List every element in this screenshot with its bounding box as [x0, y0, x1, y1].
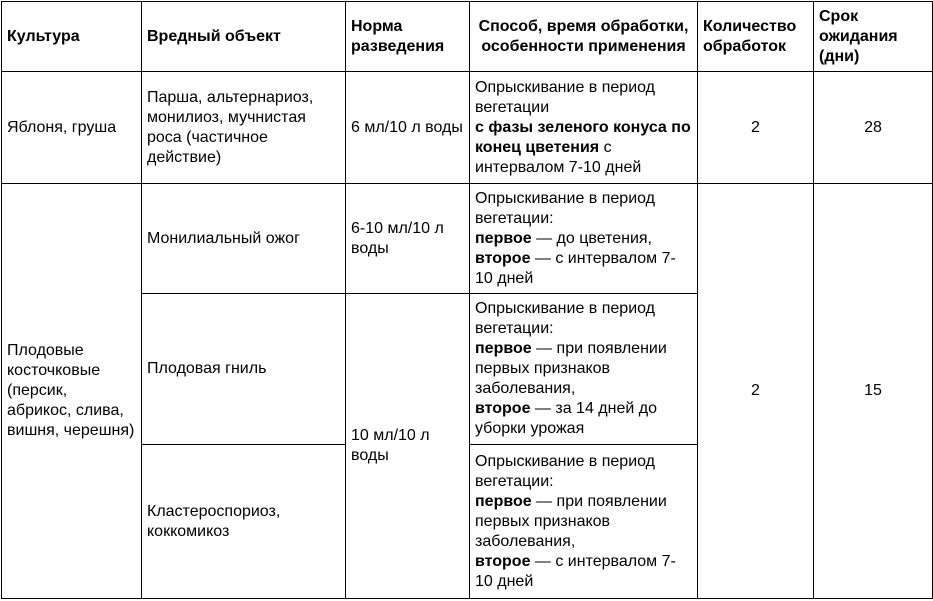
- first-text: — при появлении первых признаков заболевания,: [475, 492, 667, 550]
- method-text: Опрыскивание в период вегетации:: [475, 189, 656, 227]
- crop-cell: Плодовые косточковые (персик, абрикос, слива, вишня, черешня): [2, 184, 142, 599]
- count-cell: 2: [698, 184, 814, 599]
- second-text: — с интервалом 7-10 дней: [475, 249, 676, 287]
- header-wait: Срок ожидания (дни): [814, 2, 933, 72]
- wait-cell: 15: [814, 184, 933, 599]
- header-pest: Вредный объект: [142, 2, 346, 72]
- method-cell: [470, 72, 698, 184]
- method-cell: [470, 445, 698, 599]
- method-text: Опрыскивание в период вегетации: [475, 78, 656, 116]
- table-row: [2, 184, 933, 294]
- treatment-table: [1, 1, 933, 599]
- method-cell: [470, 294, 698, 445]
- header-count: Количество обработок: [698, 2, 814, 72]
- second-label: второе: [475, 552, 531, 570]
- header-method: Способ, время обработки, особенности применения: [470, 2, 698, 72]
- second-label: второе: [475, 400, 531, 417]
- header-rate: Норма разведения: [346, 2, 470, 72]
- second-label: второе: [475, 249, 531, 267]
- rate-cell: 6-10 мл/10 л воды: [346, 184, 470, 294]
- pest-cell: Плодовая гниль: [142, 294, 346, 445]
- method-text: с интервалом 7-10 дней: [475, 138, 642, 176]
- first-text: — при появлении первых признаков заболевания,: [475, 340, 667, 397]
- header-row: [2, 2, 933, 72]
- first-text: — до цветения,: [531, 229, 652, 247]
- first-label: первое: [475, 229, 532, 247]
- method-text: Опрыскивание в период вегетации:: [475, 452, 656, 490]
- second-text: — за 14 дней до уборки урожая: [475, 400, 657, 437]
- first-label: первое: [475, 340, 532, 357]
- rate-cell: 6 мл/10 л воды: [346, 72, 470, 184]
- count-cell: 2: [698, 72, 814, 184]
- method-text: Опрыскивание в период вегетации:: [475, 300, 656, 337]
- crop-cell: Яблоня, груша: [2, 72, 142, 184]
- method-bold-text: с фазы зеленого конуса по конец цветения: [475, 118, 691, 156]
- first-label: первое: [475, 492, 532, 510]
- table-row: [2, 72, 933, 184]
- second-text: — с интервалом 7-10 дней: [475, 552, 676, 590]
- method-cell: [470, 184, 698, 294]
- wait-cell: 28: [814, 72, 933, 184]
- rate-cell: 10 мл/10 л воды: [346, 294, 470, 599]
- pest-cell: Парша, альтернариоз, монилиоз, мучнистая роса (частичное действие): [142, 72, 346, 184]
- pest-cell: Кластероспориоз, коккомикоз: [142, 445, 346, 599]
- header-crop: Культура: [2, 2, 142, 72]
- pest-cell: Монилиальный ожог: [142, 184, 346, 294]
